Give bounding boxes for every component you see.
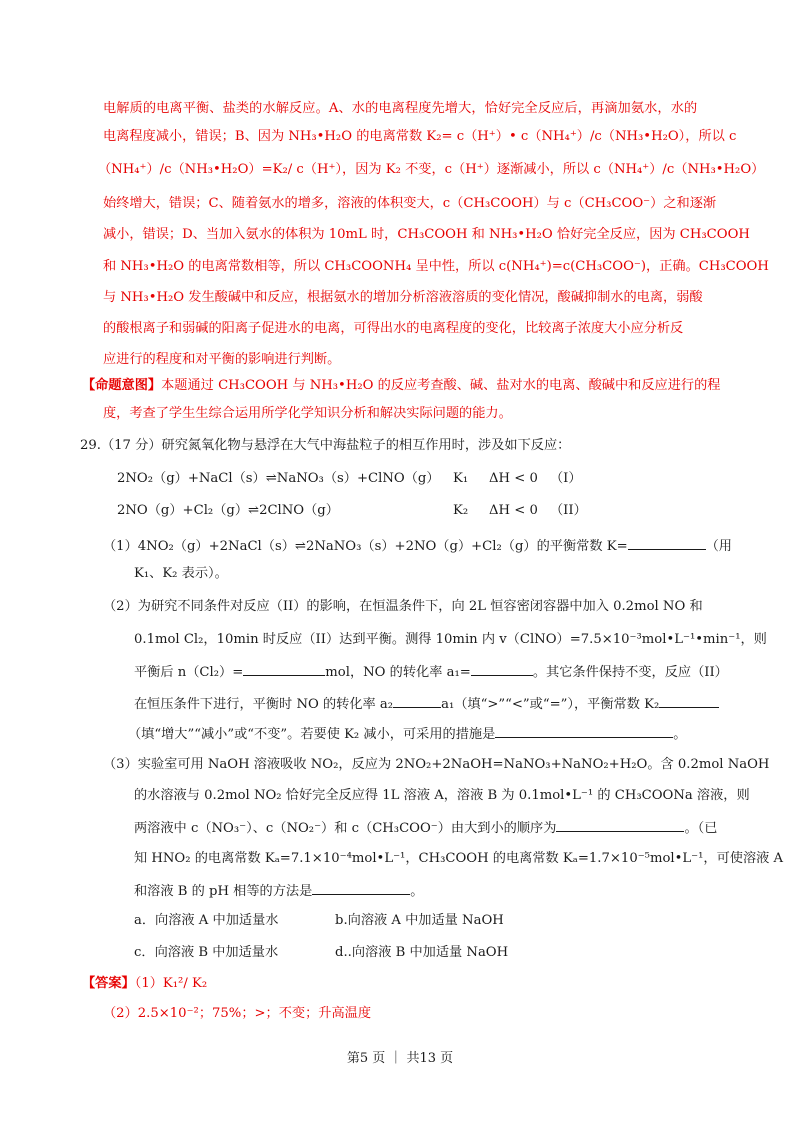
analysis-line: 始终增大，错误；C、随着氨水的增多，溶液的体积变大，c（CH₃COOH）与 c（CH₃COO⁻）之和逐渐 — [103, 196, 717, 211]
option-b: b.向溶液 A 中加适量 NaOH — [335, 913, 504, 928]
option-a: a．向溶液 A 中加适量水 — [134, 913, 279, 928]
intent-line-1 — [82, 377, 721, 395]
analysis-line: 电解质的电离平衡、盐类的水解反应。A、水的电离程度先增大，恰好完全反应后，再滴加氨水，水的 — [103, 101, 698, 116]
analysis-line: 的酸根离子和弱碱的阳离子促进水的电离，可得出水的电离程度的变化，比较离子浓度大小应分析反 — [103, 321, 684, 336]
intent-tag: 【命题意图】 — [82, 378, 162, 393]
page-footer: 第5 页 ｜ 共13 页 — [346, 1051, 454, 1066]
intent-text: 本题通过 CH₃COOH 与 NH₃•H₂O 的反应考查酸、碱、盐对水的电离、酸碱中和反应进行的程 — [161, 378, 721, 393]
answer-blank[interactable] — [312, 881, 410, 895]
part-2-line-4 — [134, 694, 719, 714]
part-3-text: 两溶液中 c（NO₃⁻）、c（NO₂⁻）和 c（CH₃COO⁻）由大到小的顺序为 — [134, 821, 557, 836]
part-1-tail: （用 — [705, 539, 732, 554]
answer-line-1 — [82, 975, 207, 993]
part-2-line-1: （2）为研究不同条件对反应（II）的影响，在恒温条件下，向 2L 恒容密闭容器中加入 0.2mol NO 和 — [103, 599, 703, 614]
analysis-line: （NH₄⁺）/c（NH₃•H₂O）=K₂/ c（H⁺），因为 K₂ 不变，c（H⁺）逐渐减小，所以 c（NH₄⁺）/c（NH₃•H₂O） — [98, 162, 765, 177]
answer-blank[interactable] — [556, 818, 684, 832]
answer-blank[interactable] — [393, 694, 441, 708]
part-3-text: 和溶液 B 的 pH 相等的方法是 — [134, 884, 313, 899]
analysis-line: 与 NH₃•H₂O 发生酸碱中和反应，根据氨水的增加分析溶液溶质的变化情况，酸碱抑制水的电离，弱酸 — [103, 290, 703, 305]
answer-blank[interactable] — [243, 662, 325, 676]
part-3-line-4: 知 HNO₂ 的电离常数 Kₐ=7.1×10⁻⁴mol•L⁻¹，CH₃COOH 的电离常数 Kₐ=1.7×10⁻⁵mol•L⁻¹，可使溶液 A — [134, 851, 784, 866]
answer-blank[interactable] — [471, 662, 533, 676]
part-2-text: （填“增大”“减小”或“不变”。若要使 K₂ 减小，可采用的措施是 — [128, 727, 496, 742]
part-2-text: a₁（填“>”“<”或“=”），平衡常数 K₂ — [441, 697, 660, 712]
option-c: c．向溶液 B 中加适量水 — [134, 945, 279, 960]
reaction-2-dh: ΔH < 0 — [489, 503, 538, 518]
question-header: 29.（17 分）研究氮氧化物与悬浮在大气中海盐粒子的相互作用时，涉及如下反应： — [80, 438, 571, 453]
part-3-line-5 — [134, 881, 423, 901]
reaction-2-equation: 2NO（g）+Cl₂（g）⇌2ClNO（g） — [117, 503, 339, 518]
part-1-line-1 — [103, 536, 732, 556]
analysis-line: 电离程度减小，错误；B、因为 NH₃•H₂O 的电离常数 K₂= c（H⁺）• c（NH₄⁺）/c（NH₃•H₂O），所以 c — [103, 129, 737, 144]
reaction-2-number: （II） — [550, 503, 587, 518]
part-2-text: 在恒压条件下进行，平衡时 NO 的转化率 a₂ — [134, 697, 394, 712]
part-2-line-3 — [134, 662, 728, 682]
reaction-1-k: K₁ — [453, 471, 469, 486]
option-d: d..向溶液 B 中加适量 NaOH — [335, 945, 509, 960]
answer-tag: 【答案】 — [82, 976, 135, 991]
reaction-1-number: （I） — [550, 471, 582, 486]
intent-line-2: 度，考查了学生生综合运用所学化学知识分析和解决实际问题的能力。 — [103, 406, 512, 421]
reaction-2-k: K₂ — [453, 503, 469, 518]
analysis-line: 减小，错误；D、当加入氨水的体积为 10mL 时，CH₃COOH 和 NH₃•H₂O 恰好完全反应，因为 CH₃COOH — [103, 227, 750, 242]
reaction-1-dh: ΔH < 0 — [489, 471, 538, 486]
part-3-line-3 — [134, 818, 717, 838]
part-3-line-2: 的水溶液与 0.2mol NO₂ 恰好完全反应得 1L 溶液 A，溶液 B 为 0.1mol•L⁻¹ 的 CH₃COONa 溶液，则 — [134, 788, 750, 803]
part-3-line-1: （3）实验室可用 NaOH 溶液吸收 NO₂，反应为 2NO₂+2NaOH=NaNO₃+NaNO₂+H₂O。含 0.2mol NaOH — [103, 757, 770, 772]
analysis-line: 和 NH₃•H₂O 的电离常数相等，所以 CH₃COONH₄ 呈中性，所以 c(NH₄⁺)=c(CH₃COO⁻)，正确。CH₃COOH — [103, 259, 769, 274]
answer-line-2: （2）2.5×10⁻²；75%；>；不变；升高温度 — [103, 1006, 372, 1021]
answer-blank[interactable] — [659, 694, 719, 708]
part-1-line-2: K₁、K₂ 表示）。 — [134, 566, 228, 581]
reaction-1-equation: 2NO₂（g）+NaCl（s）⇌NaNO₃（s）+ClNO（g） — [117, 471, 440, 486]
part-2-line-5 — [128, 724, 686, 744]
part-2-text: 。 — [673, 727, 687, 742]
part-2-line-2: 0.1mol Cl₂，10min 时反应（II）达到平衡。测得 10min 内 v（ClNO）=7.5×10⁻³mol•L⁻¹•min⁻¹，则 — [134, 632, 767, 647]
answer-blank[interactable] — [495, 724, 673, 738]
answer-1: （1）K₁²/ K₂ — [134, 976, 208, 991]
part-2-text: 。其它条件保持不变，反应（II） — [532, 665, 728, 680]
part-2-text: mol，NO 的转化率 a₁= — [325, 665, 471, 680]
part-1-text: （1）4NO₂（g）+2NaCl（s）⇌2NaNO₃（s）+2NO（g）+Cl₂（g）的平衡常数 K= — [103, 539, 628, 554]
analysis-line: 应进行的程度和对平衡的影响进行判断。 — [103, 352, 341, 367]
answer-blank[interactable] — [628, 536, 706, 550]
part-3-text: 。（已 — [684, 821, 718, 836]
reaction-1 — [117, 470, 440, 488]
part-2-text: 平衡后 n（Cl₂）= — [134, 665, 244, 680]
part-3-text: 。 — [410, 884, 424, 899]
